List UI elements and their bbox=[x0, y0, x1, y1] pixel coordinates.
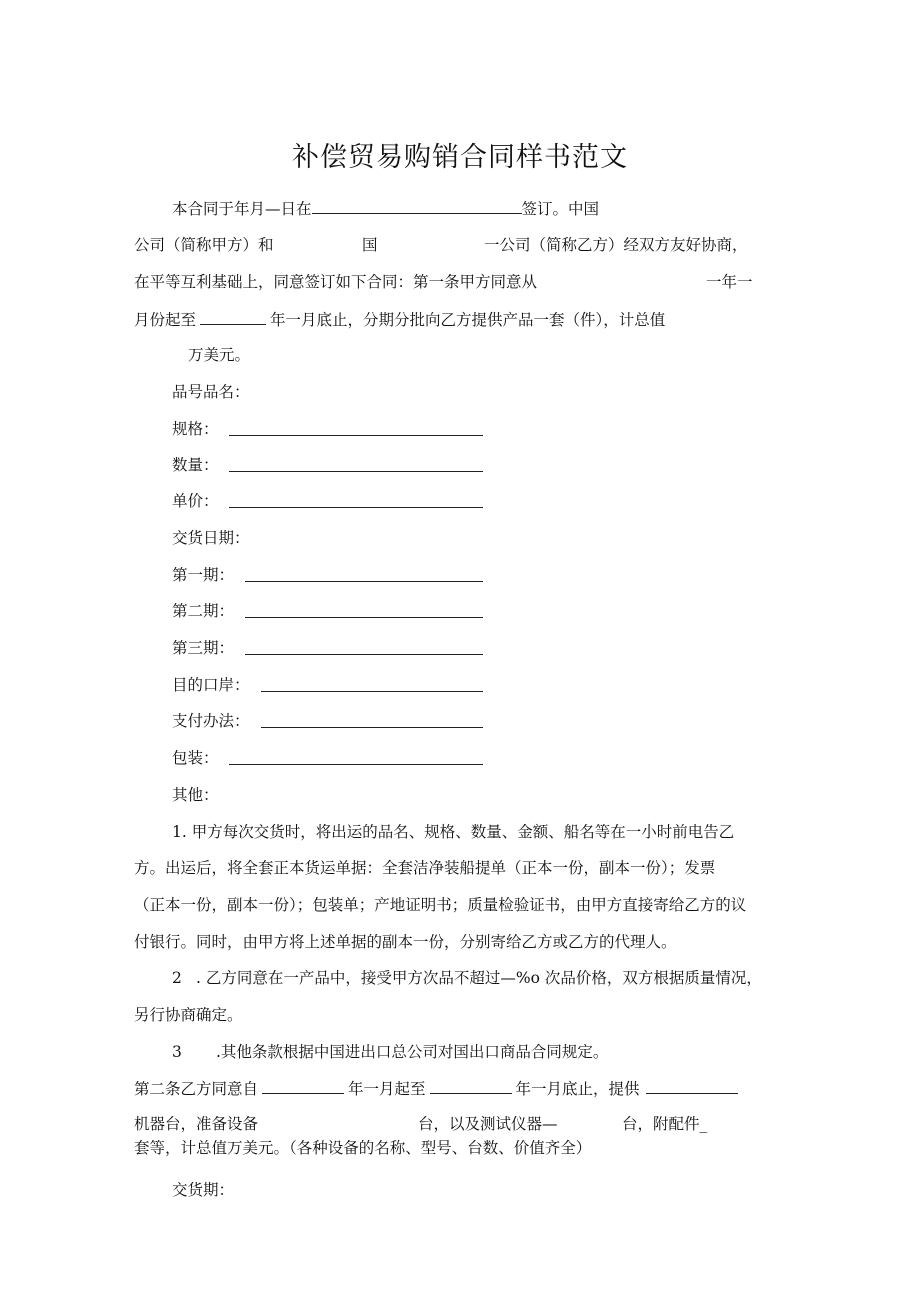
intro-line-1 bbox=[172, 197, 599, 220]
clause-1-line-3: （正本一份，副本一份）；包装单；产地证明书；质量检验证书，由甲方直接寄给乙方的议 bbox=[134, 896, 747, 914]
article-2-provide-blank bbox=[646, 1077, 738, 1094]
article-2-line-2a: 机器台，准备设备 bbox=[134, 1115, 259, 1133]
clause-1-line-4: 付银行。同时，由甲方将上述单据的副本一份，分别寄给乙方或乙方的代理人。 bbox=[134, 933, 677, 951]
intro-signing-text: 签订。中国 bbox=[521, 200, 600, 218]
phase-3-label: 第三期： bbox=[172, 639, 235, 657]
packaging-label: 包装： bbox=[172, 749, 219, 767]
article-2-delivery-label: 交货期： bbox=[172, 1181, 235, 1199]
intro-line-5: 万美元。 bbox=[188, 346, 251, 364]
phase-1-blank bbox=[245, 581, 483, 582]
supply-product-text: 年一月底止，分期分批向乙方提供产品一套（件），计总值 bbox=[270, 311, 666, 329]
delivery-date-label: 交货日期： bbox=[172, 529, 250, 547]
clause-3-number: 3 bbox=[172, 1043, 182, 1061]
payment-method-label: 支付办法： bbox=[172, 712, 250, 730]
phase-1-label: 第一期： bbox=[172, 566, 235, 584]
clause-2-line-2: 另行协商确定。 bbox=[134, 1006, 243, 1024]
unit-price-blank bbox=[229, 507, 483, 508]
article-2-start-year-blank bbox=[262, 1077, 344, 1094]
party-a-text: 公司（简称甲方）和 bbox=[134, 236, 274, 254]
phase-3-blank bbox=[245, 654, 483, 655]
intro-year-text: 一年一 bbox=[706, 273, 753, 291]
specification-label: 规格： bbox=[172, 420, 219, 438]
phase-2-label: 第二期： bbox=[172, 602, 235, 620]
unit-price-label: 单价： bbox=[172, 492, 219, 510]
destination-port-blank bbox=[261, 691, 483, 692]
article-2-start-text: 第二条乙方同意自 bbox=[134, 1080, 259, 1098]
intro-line-3: 在平等互利基础上，同意签订如下合同：第一条甲方同意从 bbox=[134, 273, 538, 291]
clause-3-line-1: .其他条款根据中国进出口总公司对国出口商品合同规定。 bbox=[216, 1043, 609, 1061]
clause-1-line-1: 1. 甲方每次交货时，将出运的品名、规格、数量、金额、船名等在一小时前电告乙 bbox=[172, 823, 735, 841]
signing-place-blank bbox=[312, 197, 522, 214]
packaging-blank bbox=[229, 764, 483, 765]
article-2-line-2b: 台，以及测试仪器— bbox=[418, 1115, 558, 1133]
other-label: 其他： bbox=[172, 786, 219, 804]
intro-line-2 bbox=[134, 234, 274, 256]
destination-port-label: 目的口岸： bbox=[172, 676, 250, 694]
article-2-end-year-blank bbox=[430, 1077, 512, 1094]
clause-2-line-1: . 乙方同意在一产品中，接受甲方次品不超过—%o 次品价格，双方根据质量情况， bbox=[196, 969, 762, 987]
article-2-provide-text: 年一月底止，提供 bbox=[515, 1080, 640, 1098]
clause-1-line-2: 方。出运后，将全套正本货运单据：全套洁净装船提单（正本一份，副本一份）；发票 bbox=[134, 859, 716, 877]
article-2-line-1 bbox=[134, 1077, 738, 1100]
month-start-text: 月份起至 bbox=[134, 311, 197, 329]
phase-2-blank bbox=[245, 617, 483, 618]
clause-2-number: 2 bbox=[172, 969, 182, 987]
article-2-line-3: 套等，计总值万美元。（各种设备的名称、型号、台数、价值齐全） bbox=[134, 1139, 592, 1157]
intro-signing-date-text: 本合同于年月—日在 bbox=[172, 200, 312, 218]
quantity-blank bbox=[229, 471, 483, 472]
intro-country-text: 国 bbox=[362, 236, 378, 254]
party-b-text: 一公司（简称乙方）经双方友好协商， bbox=[484, 236, 748, 254]
product-name-label: 品号品名： bbox=[172, 383, 250, 401]
end-year-blank bbox=[200, 308, 266, 325]
intro-line-4 bbox=[134, 308, 665, 331]
payment-method-blank bbox=[261, 727, 483, 728]
specification-blank bbox=[229, 435, 483, 436]
article-2-line-2c: 台，附配件_ bbox=[622, 1115, 708, 1133]
document-title: 补偿贸易购销合同样书范文 bbox=[292, 142, 628, 173]
article-2-until-text: 年一月起至 bbox=[348, 1080, 426, 1098]
quantity-label: 数量： bbox=[172, 456, 219, 474]
